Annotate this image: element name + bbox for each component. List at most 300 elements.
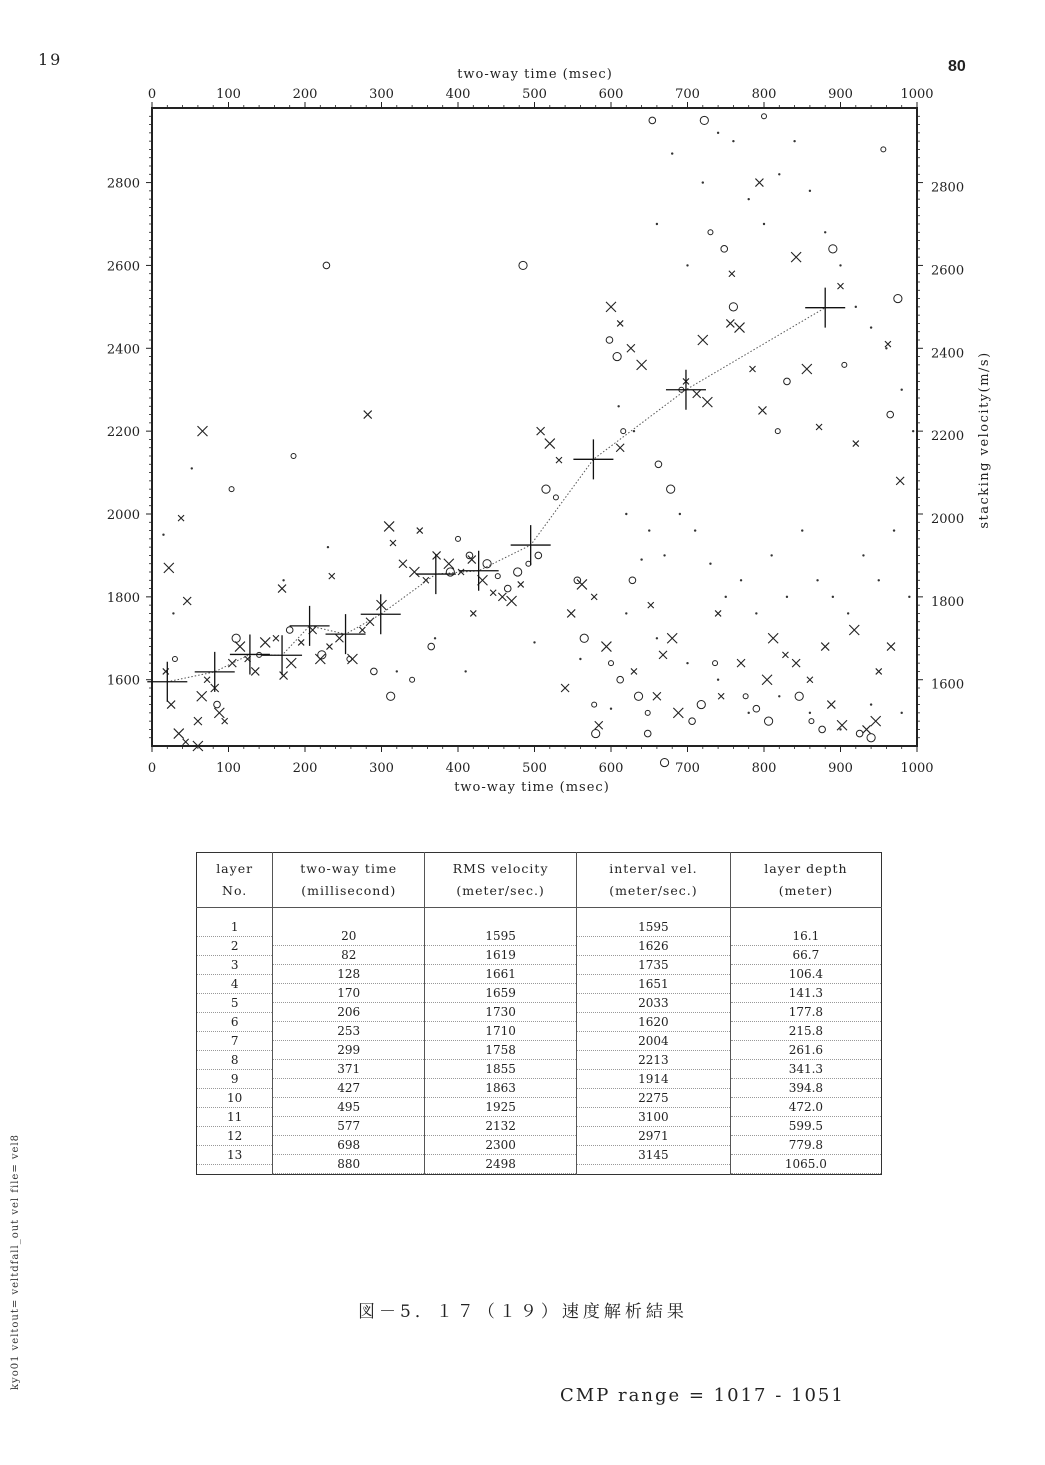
picked-velocity-cross bbox=[805, 288, 845, 328]
semblance-circle-mark bbox=[291, 454, 296, 459]
semblance-x-mark bbox=[194, 717, 202, 725]
semblance-dot-mark bbox=[327, 546, 329, 548]
page-number-left: 19 bbox=[38, 50, 63, 69]
x-tick-label-bottom: 800 bbox=[751, 761, 777, 776]
table-cell: 427 bbox=[273, 1079, 424, 1098]
table-cell: 2498 bbox=[425, 1155, 576, 1174]
semblance-x-mark bbox=[863, 725, 871, 733]
table-cell: 1659 bbox=[425, 984, 576, 1003]
semblance-dot-mark bbox=[191, 467, 193, 469]
semblance-x-mark bbox=[545, 439, 555, 449]
semblance-x-mark bbox=[807, 677, 813, 683]
table-cell: 1914 bbox=[577, 1070, 730, 1089]
semblance-x-mark bbox=[631, 668, 637, 674]
semblance-circle-mark bbox=[764, 717, 772, 725]
semblance-dot-mark bbox=[786, 596, 788, 598]
semblance-x-mark bbox=[729, 271, 735, 277]
table-header-cell bbox=[730, 853, 881, 908]
semblance-circle-mark bbox=[655, 461, 662, 468]
table-cell: 1925 bbox=[425, 1098, 576, 1117]
cmp-range-label: CMP range = 1017 - 1051 bbox=[560, 1385, 845, 1406]
semblance-x-mark bbox=[750, 366, 756, 372]
semblance-dot-mark bbox=[816, 579, 818, 581]
semblance-dot-mark bbox=[748, 198, 750, 200]
semblance-x-mark bbox=[802, 364, 812, 374]
semblance-dot-mark bbox=[671, 152, 673, 154]
page-number-right: 80 bbox=[948, 58, 966, 75]
semblance-circle-mark bbox=[753, 705, 760, 712]
semblance-x-mark bbox=[667, 633, 677, 643]
semblance-circle-mark bbox=[609, 661, 614, 666]
table-header-text: No. bbox=[222, 883, 248, 898]
semblance-circle-mark bbox=[809, 719, 814, 724]
semblance-x-mark bbox=[791, 252, 801, 262]
semblance-circle-mark bbox=[172, 657, 177, 662]
table-cell: 1855 bbox=[425, 1060, 576, 1079]
picked-velocity-cross bbox=[511, 525, 551, 565]
semblance-x-mark bbox=[792, 659, 800, 667]
semblance-circle-mark bbox=[629, 577, 636, 584]
table-cell: 599.5 bbox=[731, 1117, 881, 1136]
semblance-x-mark bbox=[601, 642, 611, 652]
table-cell: 341.3 bbox=[731, 1060, 881, 1079]
semblance-dot-mark bbox=[862, 554, 864, 556]
semblance-x-mark bbox=[837, 720, 847, 730]
semblance-dot-mark bbox=[717, 679, 719, 681]
semblance-x-mark bbox=[693, 390, 701, 398]
y-tick-label-right: 2200 bbox=[931, 429, 965, 445]
semblance-dot-mark bbox=[533, 641, 535, 643]
semblance-dot-mark bbox=[625, 513, 627, 515]
x-tick-label-top: 1000 bbox=[900, 87, 934, 102]
semblance-x-mark bbox=[197, 426, 207, 436]
semblance-circle-mark bbox=[689, 718, 696, 725]
semblance-x-mark bbox=[235, 642, 245, 652]
semblance-x-mark bbox=[561, 684, 569, 692]
table-cell: 1065.0 bbox=[731, 1155, 881, 1174]
table-cell: 9 bbox=[197, 1070, 272, 1089]
table-cell: 1595 bbox=[425, 927, 576, 946]
semblance-x-mark bbox=[260, 637, 270, 647]
table-cell: 577 bbox=[273, 1117, 424, 1136]
table-header-cell bbox=[425, 853, 577, 908]
y-axis-label-right: stacking velocity(m/s) bbox=[977, 351, 992, 529]
semblance-x-mark bbox=[197, 691, 207, 701]
semblance-dot-mark bbox=[912, 430, 914, 432]
semblance-x-mark bbox=[616, 444, 624, 452]
semblance-circle-mark bbox=[634, 692, 642, 700]
semblance-dot-mark bbox=[625, 612, 627, 614]
semblance-x-mark bbox=[735, 323, 745, 333]
x-tick-label-top: 0 bbox=[147, 87, 157, 102]
table-cell: 371 bbox=[273, 1060, 424, 1079]
table-header-text: layer depth bbox=[764, 861, 848, 876]
semblance-x-mark bbox=[468, 556, 476, 564]
table-cell: 4 bbox=[197, 975, 272, 994]
semblance-x-mark bbox=[174, 729, 184, 739]
y-tick-label-right: 2600 bbox=[931, 263, 965, 279]
semblance-x-mark bbox=[183, 739, 189, 745]
semblance-x-mark bbox=[167, 701, 175, 709]
x-tick-label-top: 600 bbox=[598, 87, 624, 102]
semblance-circle-mark bbox=[387, 692, 395, 700]
semblance-x-mark bbox=[782, 652, 788, 658]
table-cell: 215.8 bbox=[731, 1022, 881, 1041]
semblance-x-mark bbox=[384, 521, 394, 531]
semblance-dot-mark bbox=[839, 728, 841, 730]
table-cell: 698 bbox=[273, 1136, 424, 1155]
x-tick-label-bottom: 600 bbox=[598, 761, 624, 776]
x-tick-label-bottom: 1000 bbox=[900, 761, 934, 776]
x-tick-label-top: 800 bbox=[751, 87, 777, 102]
semblance-circle-mark bbox=[713, 661, 718, 666]
table-cell: 3 bbox=[197, 956, 272, 975]
semblance-dot-mark bbox=[656, 223, 658, 225]
table-column bbox=[730, 908, 881, 1175]
semblance-dot-mark bbox=[656, 637, 658, 639]
semblance-circle-mark bbox=[829, 245, 837, 253]
semblance-circle-mark bbox=[887, 411, 894, 418]
semblance-x-mark bbox=[556, 457, 562, 463]
table-cell: 1863 bbox=[425, 1079, 576, 1098]
semblance-circle-mark bbox=[667, 485, 675, 493]
semblance-x-mark bbox=[377, 600, 387, 610]
semblance-x-mark bbox=[853, 441, 859, 447]
table-column bbox=[577, 908, 731, 1175]
x-tick-label-top: 300 bbox=[369, 87, 394, 102]
table-cell: 1710 bbox=[425, 1022, 576, 1041]
semblance-circle-mark bbox=[495, 574, 500, 579]
table-cell: 1758 bbox=[425, 1041, 576, 1060]
table-cell: 2 bbox=[197, 937, 272, 956]
table-cell: 141.3 bbox=[731, 984, 881, 1003]
semblance-circle-mark bbox=[784, 378, 791, 385]
semblance-dot-mark bbox=[801, 529, 803, 531]
table-cell: 253 bbox=[273, 1022, 424, 1041]
semblance-circle-mark bbox=[621, 429, 626, 434]
semblance-x-mark bbox=[228, 659, 236, 667]
y-tick-label-left: 2000 bbox=[106, 508, 140, 523]
semblance-dot-mark bbox=[901, 712, 903, 714]
semblance-circle-mark bbox=[229, 487, 234, 492]
table-header-text: two-way time bbox=[300, 861, 398, 876]
semblance-dot-mark bbox=[640, 558, 642, 560]
semblance-circle-mark bbox=[700, 116, 708, 124]
table-column bbox=[273, 908, 425, 1175]
x-tick-label-top: 100 bbox=[216, 87, 241, 102]
table-cell: 1 bbox=[197, 918, 272, 937]
semblance-circle-mark bbox=[644, 730, 651, 737]
table-header-text: (meter/sec.) bbox=[456, 883, 545, 898]
semblance-dot-mark bbox=[464, 670, 466, 672]
table-header-cell bbox=[577, 853, 731, 908]
x-tick-label-bottom: 300 bbox=[369, 761, 394, 776]
semblance-x-mark bbox=[183, 597, 191, 605]
table-cell: 6 bbox=[197, 1013, 272, 1032]
semblance-x-mark bbox=[577, 579, 587, 589]
y-tick-label-right: 1600 bbox=[931, 677, 965, 693]
table-cell: 1661 bbox=[425, 965, 576, 984]
x-tick-label-bottom: 100 bbox=[216, 761, 241, 776]
semblance-x-mark bbox=[758, 406, 766, 414]
table-cell: 2004 bbox=[577, 1032, 730, 1051]
semblance-dot-mark bbox=[778, 173, 780, 175]
semblance-x-mark bbox=[627, 344, 635, 352]
table-cell: 3100 bbox=[577, 1108, 730, 1127]
semblance-x-mark bbox=[417, 528, 423, 534]
semblance-dot-mark bbox=[809, 190, 811, 192]
table-cell: 2300 bbox=[425, 1136, 576, 1155]
semblance-x-mark bbox=[762, 675, 772, 685]
semblance-circle-mark bbox=[762, 114, 767, 119]
semblance-circle-mark bbox=[286, 627, 293, 634]
axis-ticks bbox=[107, 87, 964, 776]
table-cell: 177.8 bbox=[731, 1003, 881, 1022]
x-tick-label-top: 500 bbox=[522, 87, 547, 102]
semblance-x-mark bbox=[214, 708, 224, 718]
semblance-circle-mark bbox=[592, 729, 600, 737]
table-cell: 779.8 bbox=[731, 1136, 881, 1155]
table-header-cell bbox=[273, 853, 425, 908]
y-tick-label-right: 1800 bbox=[931, 594, 965, 610]
semblance-circle-mark bbox=[347, 657, 352, 662]
semblance-circle-mark bbox=[697, 700, 705, 708]
table-cell: 1619 bbox=[425, 946, 576, 965]
semblance-dot-mark bbox=[855, 306, 857, 308]
semblance-circle-mark bbox=[617, 676, 624, 683]
picked-velocity-cross bbox=[147, 662, 187, 702]
semblance-circle-mark bbox=[606, 337, 613, 344]
table-cell: 1620 bbox=[577, 1013, 730, 1032]
y-tick-label-left: 2600 bbox=[106, 259, 140, 275]
semblance-dot-mark bbox=[663, 554, 665, 556]
semblance-circle-mark bbox=[743, 694, 748, 699]
picked-velocity-cross bbox=[361, 594, 401, 634]
table-column bbox=[425, 908, 577, 1175]
y-tick-label-right: 2400 bbox=[931, 346, 965, 362]
semblance-x-mark bbox=[409, 567, 419, 577]
semblance-dot-mark bbox=[870, 326, 872, 328]
x-axis-label-top: two-way time (msec) bbox=[457, 67, 613, 82]
semblance-x-mark bbox=[390, 540, 396, 546]
semblance-dot-mark bbox=[740, 579, 742, 581]
semblance-x-mark bbox=[222, 718, 228, 724]
y-tick-label-left: 1800 bbox=[106, 590, 140, 606]
picked-velocity-line bbox=[167, 308, 825, 682]
semblance-circle-mark bbox=[214, 701, 221, 708]
table-cell: 3145 bbox=[577, 1146, 730, 1165]
semblance-circle-mark bbox=[894, 294, 902, 302]
table-cell: 128 bbox=[273, 965, 424, 984]
semblance-x-mark bbox=[359, 627, 365, 633]
table-header-text: (meter/sec.) bbox=[609, 883, 698, 898]
table-cell: 1651 bbox=[577, 975, 730, 994]
semblance-marks bbox=[162, 114, 914, 767]
semblance-x-mark bbox=[659, 651, 667, 659]
semblance-dot-mark bbox=[878, 579, 880, 581]
semblance-dot-mark bbox=[610, 708, 612, 710]
side-file-info: kyo01 veltout= veltdfall_out vel file= vel8 bbox=[10, 1133, 21, 1390]
semblance-x-mark bbox=[507, 596, 517, 606]
semblance-dot-mark bbox=[694, 529, 696, 531]
semblance-circle-mark bbox=[856, 730, 863, 737]
table-cell: 20 bbox=[273, 927, 424, 946]
semblance-dot-mark bbox=[579, 658, 581, 660]
semblance-dot-mark bbox=[732, 140, 734, 142]
semblance-circle-mark bbox=[881, 147, 886, 152]
semblance-x-mark bbox=[726, 319, 734, 327]
semblance-x-mark bbox=[715, 610, 721, 616]
table-cell: 7 bbox=[197, 1032, 272, 1051]
x-tick-label-bottom: 0 bbox=[147, 761, 157, 776]
x-tick-label-bottom: 700 bbox=[675, 761, 700, 776]
semblance-dot-mark bbox=[839, 264, 841, 266]
semblance-circle-mark bbox=[428, 643, 435, 650]
picked-velocity-cross bbox=[290, 606, 330, 646]
semblance-dot-mark bbox=[617, 405, 619, 407]
semblance-dot-mark bbox=[847, 612, 849, 614]
semblance-circle-mark bbox=[819, 726, 826, 733]
table-header-text: (meter) bbox=[778, 883, 834, 898]
semblance-x-mark bbox=[204, 677, 210, 683]
semblance-dot-mark bbox=[832, 596, 834, 598]
semblance-circle-mark bbox=[660, 758, 668, 766]
semblance-x-mark bbox=[617, 320, 623, 326]
y-tick-label-left: 2400 bbox=[106, 342, 140, 358]
semblance-x-mark bbox=[518, 581, 524, 587]
semblance-dot-mark bbox=[686, 264, 688, 266]
semblance-x-mark bbox=[698, 335, 708, 345]
semblance-dot-mark bbox=[679, 513, 681, 515]
semblance-circle-mark bbox=[232, 634, 240, 642]
semblance-x-mark bbox=[718, 693, 724, 699]
table-cell: 5 bbox=[197, 994, 272, 1013]
table-cell: 2971 bbox=[577, 1127, 730, 1146]
semblance-circle-mark bbox=[645, 710, 650, 715]
semblance-x-mark bbox=[673, 708, 683, 718]
y-tick-label-left: 2200 bbox=[106, 425, 140, 441]
semblance-x-mark bbox=[648, 602, 654, 608]
table-cell: 8 bbox=[197, 1051, 272, 1070]
table-cell: 2275 bbox=[577, 1089, 730, 1108]
x-axis-label-bottom: two-way time (msec) bbox=[454, 780, 610, 795]
table-cell: 495 bbox=[273, 1098, 424, 1117]
table-cell: 12 bbox=[197, 1127, 272, 1146]
semblance-x-mark bbox=[595, 721, 603, 729]
plot-frame bbox=[152, 108, 917, 746]
semblance-dot-mark bbox=[434, 637, 436, 639]
y-tick-label-left: 1600 bbox=[106, 673, 140, 689]
semblance-circle-mark bbox=[580, 634, 588, 642]
semblance-x-mark bbox=[821, 643, 829, 651]
table-header-cell bbox=[197, 853, 273, 908]
x-tick-label-top: 900 bbox=[828, 87, 853, 102]
semblance-x-mark bbox=[298, 639, 304, 645]
semblance-dot-mark bbox=[725, 596, 727, 598]
semblance-x-mark bbox=[251, 667, 259, 675]
table-cell: 472.0 bbox=[731, 1098, 881, 1117]
x-tick-label-bottom: 200 bbox=[292, 761, 318, 776]
table-header-text: (millisecond) bbox=[301, 883, 397, 898]
table-cell: 880 bbox=[273, 1155, 424, 1174]
semblance-x-mark bbox=[591, 594, 597, 600]
table-cell: 1735 bbox=[577, 956, 730, 975]
semblance-x-mark bbox=[347, 654, 357, 664]
semblance-dot-mark bbox=[893, 529, 895, 531]
picked-velocity-cross bbox=[459, 551, 499, 591]
semblance-circle-mark bbox=[592, 702, 597, 707]
table-cell: 206 bbox=[273, 1003, 424, 1022]
table-cell: 10 bbox=[197, 1089, 272, 1108]
picked-velocity-cross bbox=[195, 652, 235, 692]
table-column bbox=[197, 908, 273, 1175]
x-tick-label-top: 700 bbox=[675, 87, 700, 102]
semblance-dot-mark bbox=[162, 534, 164, 536]
table-cell: 261.6 bbox=[731, 1041, 881, 1060]
semblance-x-mark bbox=[399, 560, 407, 568]
semblance-x-mark bbox=[871, 716, 881, 726]
y-tick-label-right: 2800 bbox=[931, 180, 965, 196]
semblance-dot-mark bbox=[901, 389, 903, 391]
semblance-circle-mark bbox=[795, 692, 803, 700]
semblance-x-mark bbox=[470, 610, 476, 616]
table-cell: 170 bbox=[273, 984, 424, 1003]
semblance-x-mark bbox=[887, 643, 895, 651]
semblance-circle-mark bbox=[542, 485, 550, 493]
table-cell: 16.1 bbox=[731, 927, 881, 946]
semblance-x-mark bbox=[326, 644, 332, 650]
semblance-x-mark bbox=[876, 668, 882, 674]
semblance-dot-mark bbox=[870, 703, 872, 705]
semblance-x-mark bbox=[606, 302, 616, 312]
table-cell: 106.4 bbox=[731, 965, 881, 984]
semblance-x-mark bbox=[273, 635, 279, 641]
semblance-circle-mark bbox=[553, 495, 558, 500]
table-cell: 299 bbox=[273, 1041, 424, 1060]
semblance-dot-mark bbox=[709, 563, 711, 565]
table-header-text: interval vel. bbox=[609, 861, 698, 876]
semblance-x-mark bbox=[164, 563, 174, 573]
semblance-circle-mark bbox=[323, 262, 330, 269]
semblance-dot-mark bbox=[885, 347, 887, 349]
semblance-circle-mark bbox=[371, 668, 378, 675]
y-tick-label-right: 2000 bbox=[931, 512, 965, 527]
semblance-x-mark bbox=[364, 411, 372, 419]
semblance-dot-mark bbox=[770, 554, 772, 556]
semblance-x-mark bbox=[498, 593, 506, 601]
x-tick-label-top: 200 bbox=[292, 87, 318, 102]
semblance-x-mark bbox=[490, 590, 496, 596]
semblance-circle-mark bbox=[708, 230, 713, 235]
semblance-circle-mark bbox=[456, 536, 461, 541]
semblance-dot-mark bbox=[717, 132, 719, 134]
semblance-dot-mark bbox=[686, 662, 688, 664]
semblance-x-mark bbox=[178, 515, 184, 521]
table-header-row bbox=[197, 853, 882, 908]
semblance-circle-mark bbox=[410, 677, 415, 682]
semblance-dot-mark bbox=[793, 140, 795, 142]
semblance-circle-mark bbox=[729, 303, 737, 311]
semblance-circle-mark bbox=[721, 246, 728, 253]
semblance-dot-mark bbox=[763, 223, 765, 225]
semblance-x-mark bbox=[286, 658, 296, 668]
semblance-dot-mark bbox=[282, 579, 284, 581]
semblance-dot-mark bbox=[778, 695, 780, 697]
semblance-dot-mark bbox=[648, 529, 650, 531]
table-cell: 394.8 bbox=[731, 1079, 881, 1098]
y-tick-label-left: 2800 bbox=[106, 176, 140, 192]
semblance-x-mark bbox=[433, 551, 441, 559]
